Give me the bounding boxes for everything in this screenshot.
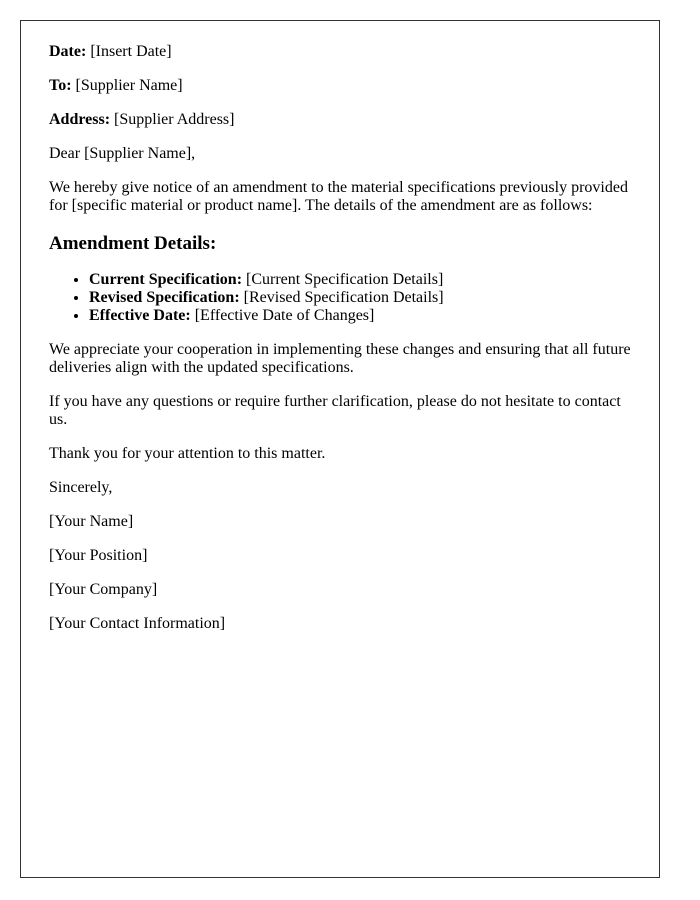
- salutation: Dear [Supplier Name],: [49, 145, 196, 162]
- amendment-item-label: Current Specification:: [89, 271, 243, 288]
- address-value: [Supplier Address]: [114, 111, 235, 128]
- amendment-item-value: [Current Specification Details]: [246, 271, 444, 288]
- address-label: Address:: [49, 111, 111, 128]
- date-value: [Insert Date]: [90, 43, 172, 60]
- amendment-item-label: Revised Specification:: [89, 289, 240, 306]
- address-line: [49, 111, 631, 129]
- signer-name: [Your Name]: [49, 513, 134, 530]
- amendment-item-effective-date: [89, 307, 631, 325]
- signoff: Sincerely,: [49, 479, 113, 496]
- signer-contact: [Your Contact Information]: [49, 615, 226, 632]
- amendment-item-value: [Revised Specification Details]: [243, 289, 444, 306]
- letter-page: [20, 20, 660, 878]
- cooperation-paragraph: We appreciate your cooperation in implementing these changes and ensuring that all future deliveries align with the updated specifications.: [49, 341, 631, 376]
- date-line: [49, 43, 631, 61]
- intro-paragraph: We hereby give notice of an amendment to the material specifications previously provided for [specific material or product name]. The details of the amendment are as follows:: [49, 179, 628, 214]
- to-value: [Supplier Name]: [75, 77, 183, 94]
- to-label: To:: [49, 77, 72, 94]
- signer-company: [Your Company]: [49, 581, 158, 598]
- amendment-item-value: [Effective Date of Changes]: [194, 307, 375, 324]
- amendment-item-label: Effective Date:: [89, 307, 191, 324]
- to-line: [49, 77, 631, 95]
- amendment-heading: Amendment Details:: [49, 233, 217, 254]
- date-label: Date:: [49, 43, 87, 60]
- amendment-item-revised: [89, 289, 631, 307]
- signer-position: [Your Position]: [49, 547, 148, 564]
- thanks-paragraph: Thank you for your attention to this matter.: [49, 445, 326, 462]
- amendment-list: [49, 271, 631, 325]
- questions-paragraph: If you have any questions or require further clarification, please do not hesitate to contact us.: [49, 393, 621, 428]
- amendment-item-current: [89, 271, 631, 289]
